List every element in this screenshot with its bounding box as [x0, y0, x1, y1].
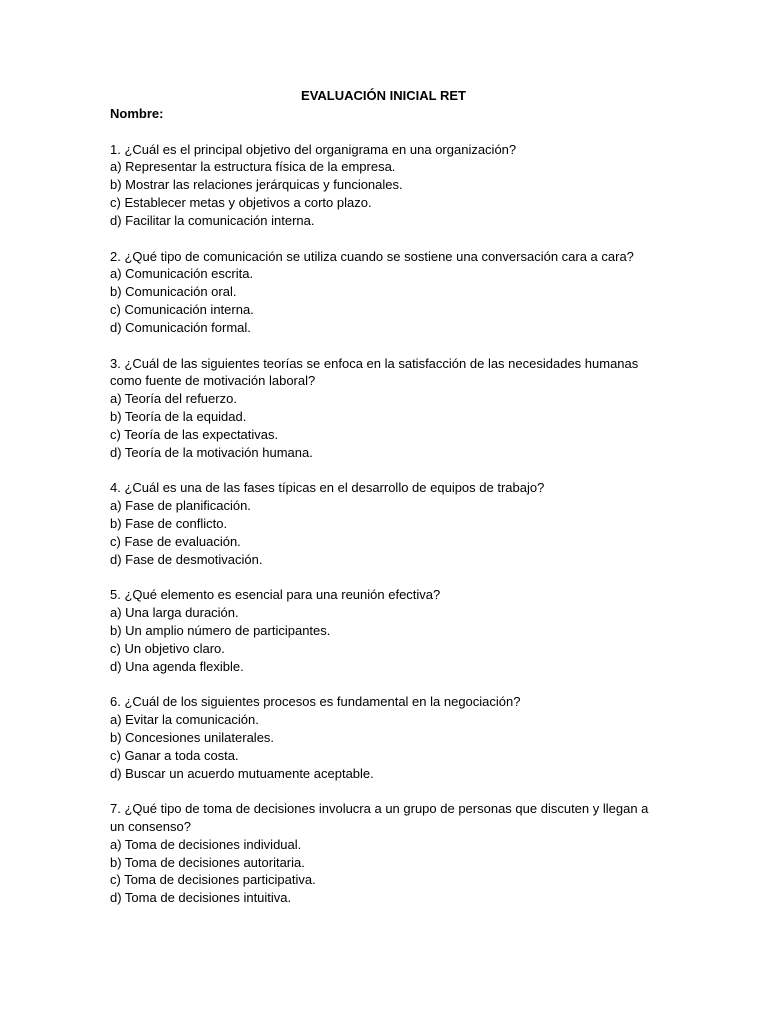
name-label: Nombre: [110, 105, 164, 121]
option-d: d) Facilitar la comunicación interna. [110, 212, 315, 228]
question-text: 7. ¿Qué tipo de toma de decisiones involucra a un grupo de personas que discuten y llegan a un consenso? [110, 801, 649, 835]
option-c: c) Un objetivo claro. [110, 640, 225, 656]
option-b: b) Concesiones unilaterales. [110, 729, 275, 745]
option-d: d) Fase de desmotivación. [110, 551, 263, 567]
document-page [110, 87, 655, 925]
option-a: a) Representar la estructura física de la empresa. [110, 159, 396, 175]
option-a: a) Fase de planificación. [110, 498, 251, 514]
question-text: 2. ¿Qué tipo de comunicación se utiliza cuando se sostiene una conversación cara a cara? [110, 248, 634, 264]
option-c: c) Teoría de las expectativas. [110, 426, 279, 442]
option-d: d) Teoría de la motivación humana. [110, 444, 313, 460]
question-7 [110, 800, 655, 907]
option-a: a) Toma de decisiones individual. [110, 836, 302, 852]
option-b: b) Toma de decisiones autoritaria. [110, 854, 305, 870]
option-c: c) Fase de evaluación. [110, 533, 241, 549]
option-c: c) Establecer metas y objetivos a corto plazo. [110, 194, 372, 210]
question-5 [110, 586, 655, 675]
question-text: 1. ¿Cuál es el principal objetivo del organigrama en una organización? [110, 141, 517, 157]
option-d: d) Toma de decisiones intuitiva. [110, 890, 292, 906]
question-text: 3. ¿Cuál de las siguientes teorías se enfoca en la satisfacción de las necesidades humanas como fuente de motivación laboral? [110, 355, 639, 389]
option-a: a) Comunicación escrita. [110, 266, 254, 282]
option-c: c) Comunicación interna. [110, 301, 254, 317]
option-d: d) Una agenda flexible. [110, 658, 244, 674]
option-c: c) Ganar a toda costa. [110, 747, 239, 763]
option-b: b) Un amplio número de participantes. [110, 622, 331, 638]
option-a: a) Una larga duración. [110, 605, 239, 621]
document-title: EVALUACIÓN INICIAL RET [301, 88, 466, 103]
question-text: 4. ¿Cuál es una de las fases típicas en el desarrollo de equipos de trabajo? [110, 480, 545, 496]
option-b: b) Teoría de la equidad. [110, 408, 247, 424]
option-d: d) Comunicación formal. [110, 319, 251, 335]
question-4 [110, 479, 655, 568]
option-b: b) Comunicación oral. [110, 284, 237, 300]
option-b: b) Fase de conflicto. [110, 515, 228, 531]
question-2 [110, 248, 655, 337]
question-1 [110, 141, 655, 230]
question-6 [110, 693, 655, 782]
question-3 [110, 355, 655, 462]
option-c: c) Toma de decisiones participativa. [110, 872, 316, 888]
question-text: 6. ¿Cuál de los siguientes procesos es fundamental en la negociación? [110, 694, 521, 710]
option-b: b) Mostrar las relaciones jerárquicas y funcionales. [110, 177, 403, 193]
option-d: d) Buscar un acuerdo mutuamente aceptable. [110, 765, 374, 781]
option-a: a) Teoría del refuerzo. [110, 391, 237, 407]
option-a: a) Evitar la comunicación. [110, 712, 259, 728]
question-text: 5. ¿Qué elemento es esencial para una reunión efectiva? [110, 587, 441, 603]
